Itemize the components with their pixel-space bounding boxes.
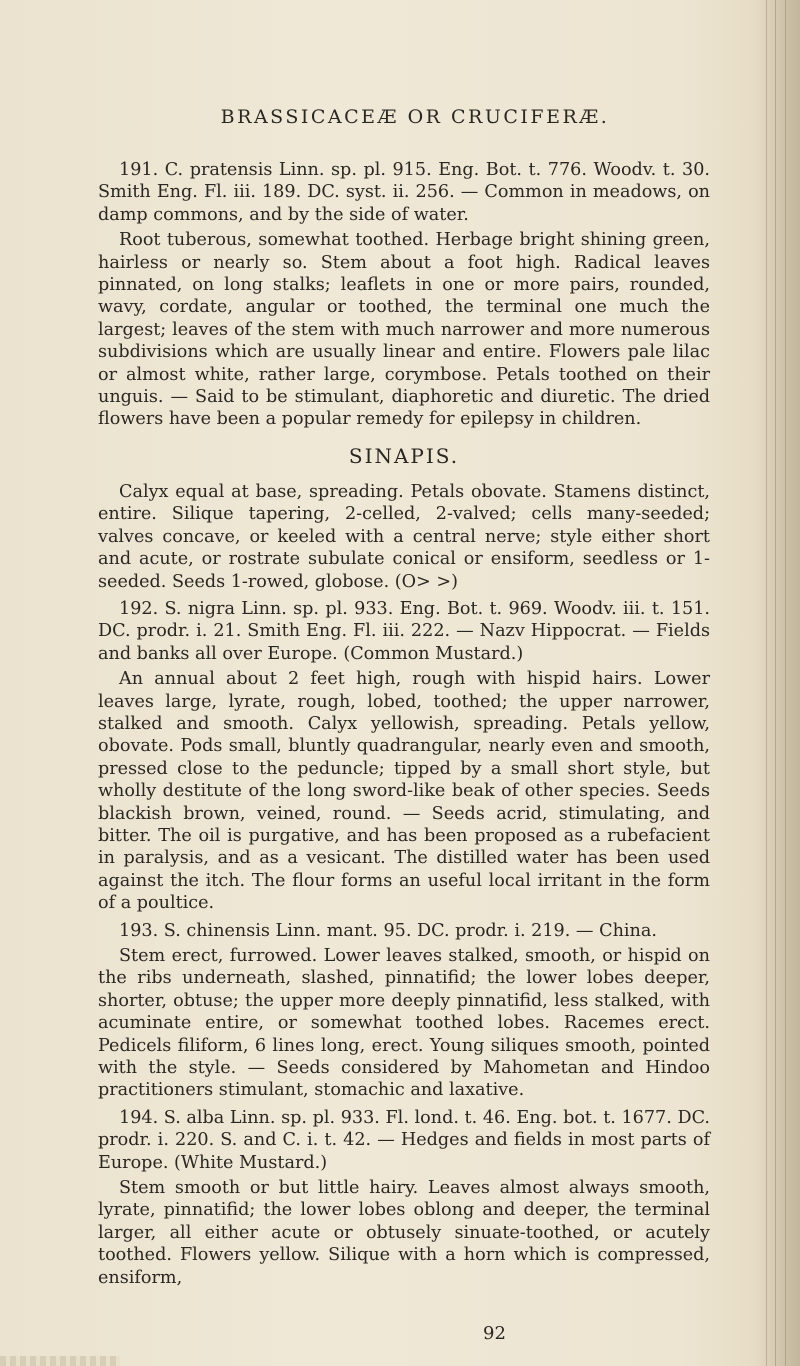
page-edge-line [775,0,776,1366]
entry-192-citation: 192. S. nigra Linn. sp. pl. 933. Eng. Bot. t. 969. Woodv. iii. t. 151. DC. prodr. i. 21. Smith Eng. Fl. iii. 222. — Nazv Hippocrat. — Fields and banks all over Europe. (Common Mustard.) [98,598,710,664]
page-body [98,154,710,1289]
entry-194-description: Stem smooth or but little hairy. Leaves almost always smooth, lyrate, pinnatifid; the lower lobes oblong and deeper, the terminal larger, all either acute or obtusely sinuate-toothed, or acutely toothed. Flowers yellow. Silique with a horn which is compressed, ensiform, [98,1178,710,1288]
page-number: 92 [483,1323,506,1344]
page-edge-line [785,0,786,1366]
entry-191-description: Root tuberous, somewhat toothed. Herbage bright shining green, hairless or nearly so. Stem about a foot high. Radical leaves pinnated, on long stalks; leaflets in one or more pairs, rounded, wavy, cordate, angular or toothed, the terminal one much the largest; leaves of the stem with much narrower and more numerous subdivisions which are usually linear and entire. Flowers pale lilac or almost white, rather large, corymbose. Petals toothed on their unguis. — Said to be stimulant, diaphoretic and diuretic. The dried flowers have been a popular remedy for epilepsy in children. [98,230,710,430]
running-header: BRASSICACEÆ OR CRUCIFERÆ. [220,106,610,128]
entry-191-citation: 191. C. pratensis Linn. sp. pl. 915. Eng. Bot. t. 776. Woodv. t. 30. Smith Eng. Fl. iii. 189. DC. syst. ii. 256. — Common in meadows, on damp commons, and by the side of water. [98,160,710,225]
page-bottom-scrap [0,1356,120,1366]
entry-194-citation: 194. S. alba Linn. sp. pl. 933. Fl. lond. t. 46. Eng. bot. t. 1677. DC. prodr. i. 220. S. and C. i. t. 42. — Hedges and fields in most parts of Europe. (White Mustard.) [98,1107,710,1173]
entry-193-citation: 193. S. chinensis Linn. mant. 95. DC. prodr. i. 219. — China. [119,920,657,941]
page-edge-shadow [756,0,800,1366]
genus-description: Calyx equal at base, spreading. Petals obovate. Stamens distinct, entire. Silique tapering, 2-celled, 2-valved; cells many-seeded; valves concave, or keeled with a central nerve; style either short and acute, or rostrate subulate conical or ensiform, seedless or 1-seeded. Seeds 1-rowed, globose. (O> >) [98,481,710,592]
genus-heading: SINAPIS. [348,443,460,468]
page-edge-line [766,0,767,1366]
entry-192-description: An annual about 2 feet high, rough with hispid hairs. Lower leaves large, lyrate, rough, lobed, toothed; the upper narrower, stalked and smooth. Calyx yellowish, spreading. Petals yellow, obovate. Pods small, bluntly quadrangular, nearly even and smooth, pressed close to the peduncle; tipped by a small short style, but wholly destitute of the long sword-like beak of other species. Seeds blackish brown, veined, round. — Seeds acrid, stimulating, and bitter. The oil is purgative, and has been proposed as a rubefacient in paralysis, and as a vesicant. The distilled water has been used against the itch. The flour forms an useful local irritant in the form of a poultice. [98,669,710,914]
entry-193-description: Stem erect, furrowed. Lower leaves stalked, smooth, or hispid on the ribs underneath, slashed, pinnatifid; the lower lobes deeper, shorter, obtuse; the upper more deeply pinnatifid, less stalked, with acuminate entire, or somewhat toothed lobes. Racemes erect. Pedicels filiform, 6 lines long, erect. Young siliques smooth, pointed with the style. — Seeds considered by Mahometan and Hindoo practitioners stimulant, stomachic and laxative. [98,946,710,1101]
